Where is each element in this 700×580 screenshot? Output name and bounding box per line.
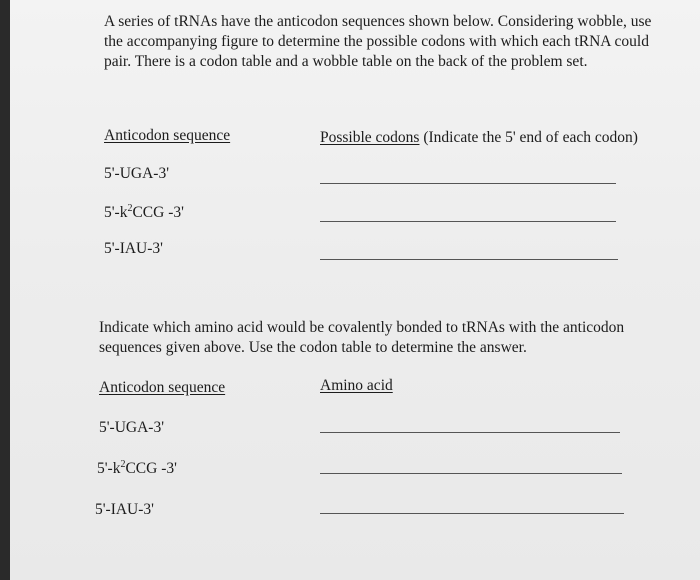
anticodon-text: CCG -3' (125, 460, 177, 478)
table1-answer-line-2[interactable] (320, 221, 616, 222)
possible-codons-label: Possible codons (320, 129, 420, 146)
document-page (10, 0, 700, 580)
anticodon-text: 5'-IAU-3' (95, 501, 154, 518)
table1-answer-line-3[interactable] (320, 259, 618, 260)
superscript: 2 (120, 459, 126, 470)
superscript: 2 (127, 203, 133, 214)
table2-anticodon-1 (99, 419, 164, 437)
codons-instruction: (Indicate the 5' end of each codon) (419, 129, 638, 146)
table1-codons-header (320, 129, 638, 147)
anticodon-text: 5'-UGA-3' (99, 419, 164, 436)
table2-answer-line-1[interactable] (320, 432, 620, 433)
table2-anticodon-2 (97, 459, 177, 478)
question2-paragraph: Indicate which amino acid would be covalently bonded to tRNAs with the anticodon sequences given above. Use the codon table to determine the answer. (99, 319, 625, 356)
anticodon-text: 5'-k (104, 204, 128, 222)
table1-anticodon-1 (104, 165, 169, 183)
table1-anticodon-3 (104, 240, 163, 258)
table2-anticodon-3 (95, 501, 154, 519)
table2-answer-line-3[interactable] (320, 513, 624, 514)
anticodon-text: 5'-k (97, 460, 121, 478)
anticodon-text: 5'-IAU-3' (104, 240, 163, 257)
intro-paragraph: A series of tRNAs have the anticodon sequences shown below. Considering wobble, use the accompanying figure to determine the possible codons with which each tRNA could pair. There is a codon table and a wobble table on the back of the problem set. (104, 13, 652, 70)
table2-anticodon-header: Anticodon sequence (99, 379, 226, 396)
table1-anticodon-header: Anticodon sequence (104, 127, 231, 144)
anticodon-text: CCG -3' (132, 204, 184, 222)
table2-amino-acid-header: Amino acid (320, 377, 393, 394)
table1-anticodon-2 (104, 203, 184, 222)
table1-answer-line-1[interactable] (320, 183, 616, 184)
table2-answer-line-2[interactable] (320, 473, 622, 474)
anticodon-text: 5'-UGA-3' (104, 165, 169, 182)
